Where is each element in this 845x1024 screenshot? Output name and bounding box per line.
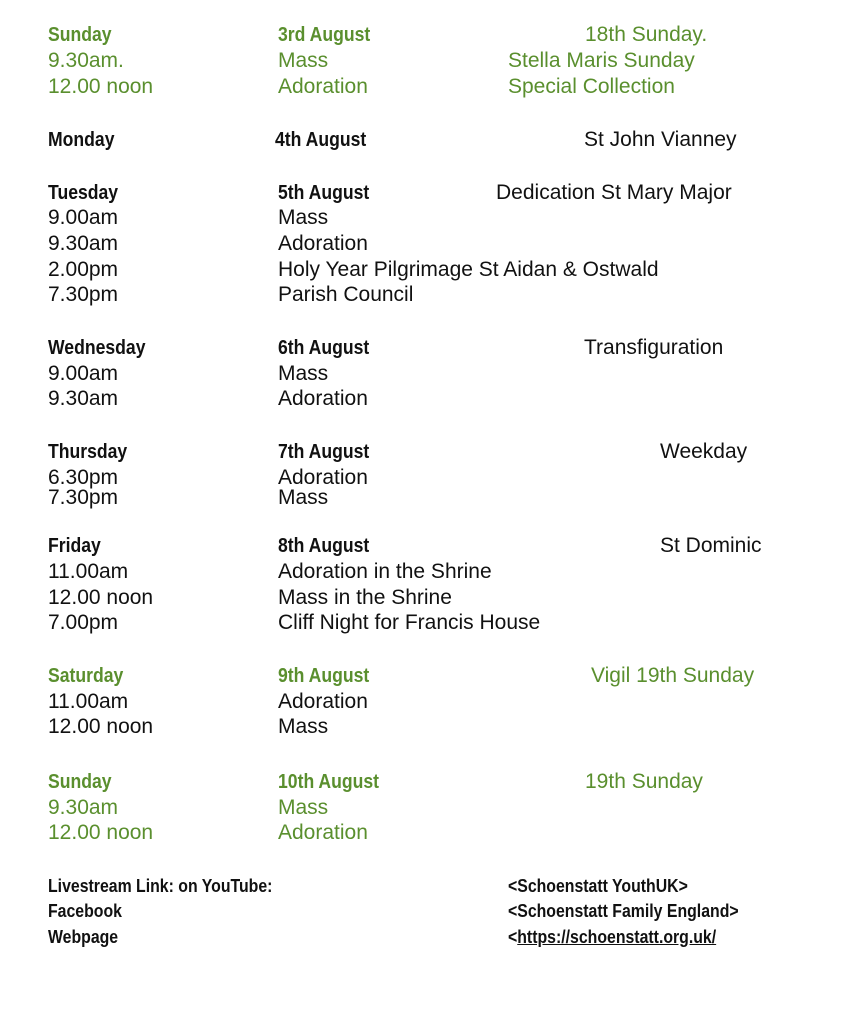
event-time: 12.00 noon [48, 715, 154, 738]
event-time: 11.00am [48, 690, 129, 713]
event-time: 9.00am [48, 206, 119, 229]
event-title: Parish Council [278, 283, 414, 306]
date-heading: 3rd August [278, 24, 371, 46]
event-title: Cliff Night for Francis House [278, 611, 541, 634]
event-time: 12.00 noon [48, 586, 154, 609]
event-time: 7.30pm [48, 486, 119, 509]
webpage-link-row [508, 926, 716, 948]
event-time: 7.30pm [48, 283, 119, 306]
event-time: 9.30am. [48, 49, 124, 72]
event-time: 9.30am [48, 796, 119, 819]
event-time: 6.30pm [48, 466, 119, 489]
event-time: 2.00pm [48, 258, 119, 281]
date-heading: 6th August [278, 337, 370, 359]
day-heading: Saturday [48, 665, 124, 687]
event-title: Mass [278, 486, 329, 509]
event-title: Mass [278, 715, 329, 738]
date-heading: 4th August [275, 129, 367, 151]
event-time: 7.00pm [48, 611, 119, 634]
event-title: Adoration [278, 232, 368, 255]
date-heading: 10th August [278, 771, 380, 793]
feast-label: St Dominic [660, 534, 762, 557]
feast-label: Dedication St Mary Major [496, 181, 732, 204]
facebook-page-link[interactable]: <Schoenstatt Family England> [508, 901, 739, 921]
webpage-label: Webpage [48, 927, 119, 947]
feast-note: Stella Maris Sunday [508, 49, 695, 72]
day-heading: Sunday [48, 24, 112, 46]
event-time: 9.30am [48, 387, 119, 410]
livestream-label: Livestream Link: on YouTube: [48, 876, 273, 896]
youtube-channel-link[interactable]: <Schoenstatt YouthUK> [508, 876, 688, 896]
date-heading: 9th August [278, 665, 370, 687]
event-title: Adoration [278, 690, 368, 713]
feast-label: Weekday [660, 440, 748, 463]
event-title: Adoration [278, 75, 368, 98]
event-title: Adoration in the Shrine [278, 560, 492, 583]
day-heading: Monday [48, 129, 115, 151]
day-heading: Sunday [48, 771, 112, 793]
feast-note: Special Collection [508, 75, 675, 98]
feast-label: St John Vianney [584, 128, 737, 151]
event-time: 12.00 noon [48, 75, 154, 98]
webpage-link-prefix: < [508, 927, 518, 947]
facebook-label: Facebook [48, 901, 122, 921]
event-time: 11.00am [48, 560, 129, 583]
event-title: Adoration [278, 387, 368, 410]
event-title: Adoration [278, 466, 368, 489]
event-time: 9.00am [48, 362, 119, 385]
date-heading: 5th August [278, 182, 370, 204]
day-heading: Thursday [48, 441, 128, 463]
feast-label: Vigil 19th Sunday [591, 664, 755, 687]
feast-label: Transfiguration [584, 336, 724, 359]
event-title: Mass [278, 206, 329, 229]
date-heading: 7th August [278, 441, 370, 463]
event-title: Mass [278, 796, 329, 819]
day-heading: Tuesday [48, 182, 119, 204]
feast-label: 19th Sunday [585, 770, 703, 793]
event-time: 12.00 noon [48, 821, 154, 844]
event-title: Mass in the Shrine [278, 586, 452, 609]
day-heading: Wednesday [48, 337, 146, 359]
event-time: 9.30am [48, 232, 119, 255]
webpage-link[interactable]: https://schoenstatt.org.uk/ [517, 927, 717, 947]
event-title: Holy Year Pilgrimage St Aidan & Ostwald [278, 258, 659, 281]
event-title: Adoration [278, 821, 368, 844]
event-title: Mass [278, 362, 329, 385]
feast-label: 18th Sunday. [585, 23, 708, 46]
day-heading: Friday [48, 535, 101, 557]
date-heading: 8th August [278, 535, 370, 557]
event-title: Mass [278, 49, 329, 72]
